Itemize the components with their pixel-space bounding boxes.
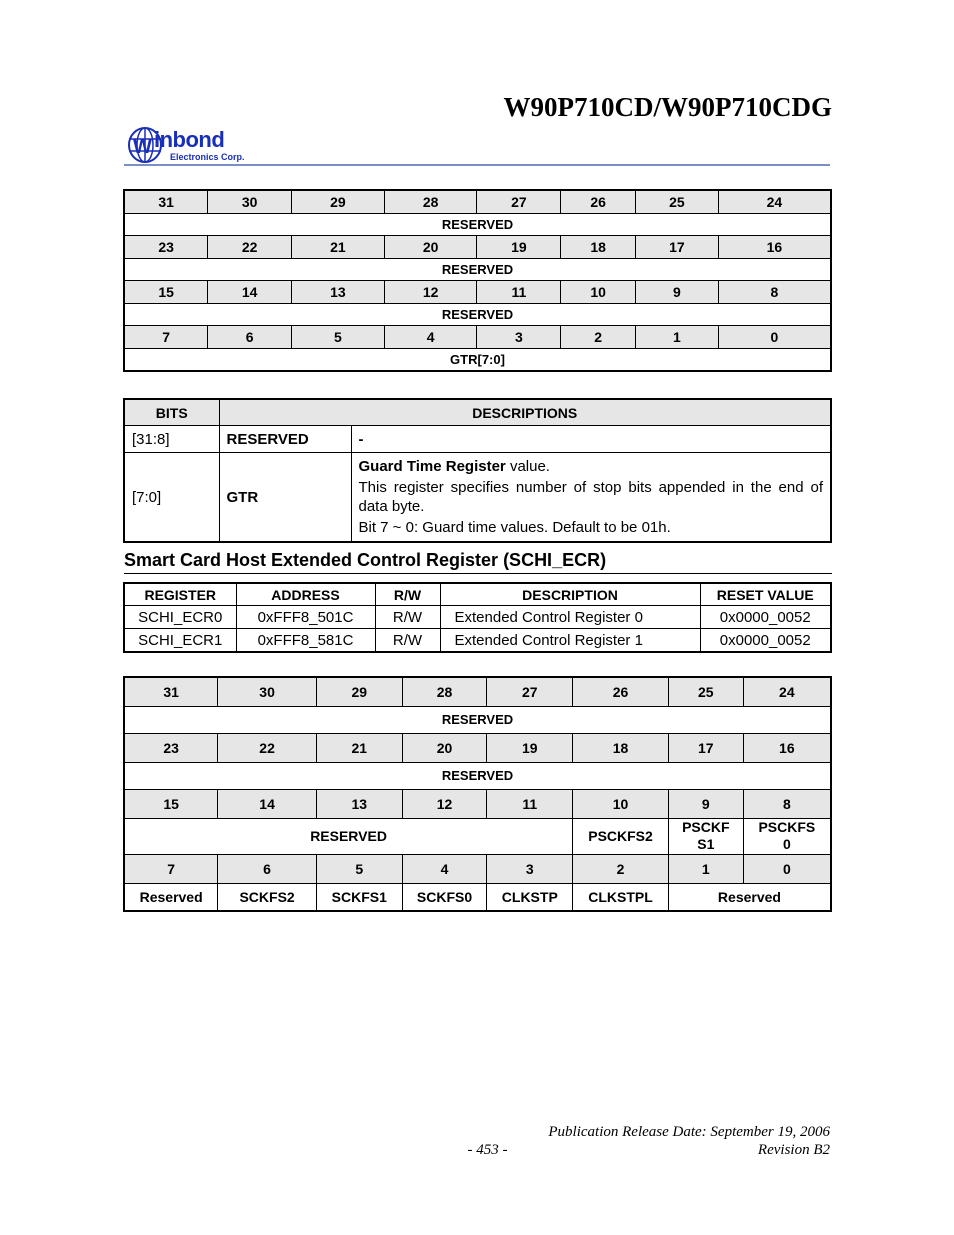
bit-field: CLKSTP <box>487 883 573 911</box>
register-reset-value: 0x0000_0052 <box>700 629 831 653</box>
bit-number: 22 <box>208 236 292 259</box>
bit-number: 6 <box>208 326 292 349</box>
bit-number: 11 <box>487 789 573 818</box>
bit-number: 3 <box>487 854 573 883</box>
register-description: Extended Control Register 0 <box>440 606 700 629</box>
bit-number: 27 <box>487 677 573 706</box>
bit-number: 31 <box>124 190 208 214</box>
bits-description-table <box>123 398 832 543</box>
bit-number: 24 <box>718 190 831 214</box>
header-divider <box>124 164 830 166</box>
bit-number: 18 <box>573 733 669 762</box>
bit-field <box>743 818 831 854</box>
column-header: DESCRIPTIONS <box>219 399 831 426</box>
bit-field-row <box>124 259 831 281</box>
description-line: This register specifies number of stop bits appended in the end of data byte. <box>358 479 823 515</box>
bit-number-row <box>124 789 831 818</box>
bit-number: 15 <box>124 789 218 818</box>
bit-field-row <box>124 304 831 326</box>
field-name: GTR <box>219 453 351 543</box>
bit-field: RESERVED <box>124 706 831 733</box>
column-header: DESCRIPTION <box>440 583 700 606</box>
bit-field: CLKSTPL <box>573 883 669 911</box>
bit-field: SCKFS1 <box>316 883 402 911</box>
register-bitmap-1 <box>123 189 832 372</box>
bit-number: 3 <box>477 326 561 349</box>
bit-number: 12 <box>402 789 487 818</box>
table-header-row <box>124 583 831 606</box>
bit-number-row <box>124 190 831 214</box>
bit-number: 2 <box>573 854 669 883</box>
bit-field-row <box>124 214 831 236</box>
table-row <box>124 606 831 629</box>
bits-range: [31:8] <box>124 426 219 453</box>
bit-number: 23 <box>124 236 208 259</box>
bit-number: 10 <box>573 789 669 818</box>
document-title: W90P710CD/W90P710CDG <box>503 92 832 122</box>
column-header: ADDRESS <box>236 583 375 606</box>
bit-number: 1 <box>636 326 719 349</box>
description-text: value. <box>505 458 550 475</box>
bit-number-row <box>124 733 831 762</box>
bit-number: 29 <box>292 190 385 214</box>
bit-number: 17 <box>668 733 743 762</box>
svg-text:W: W <box>133 136 152 158</box>
bit-number: 26 <box>561 190 636 214</box>
bit-field: RESERVED <box>124 304 831 326</box>
winbond-logo <box>128 126 253 166</box>
logo-wordmark: inbond <box>154 127 225 152</box>
bit-field-row <box>124 706 831 733</box>
bit-field <box>668 818 743 854</box>
bit-number: 0 <box>718 326 831 349</box>
bit-field-line: S1 <box>697 836 715 852</box>
bit-number: 7 <box>124 326 208 349</box>
bit-field-row <box>124 349 831 372</box>
bit-number: 23 <box>124 733 218 762</box>
bit-number: 17 <box>636 236 719 259</box>
bit-field: RESERVED <box>124 818 573 854</box>
publication-date: Publication Release Date: September 19, 2006 <box>548 1124 830 1140</box>
bit-field-row <box>124 818 831 854</box>
bit-number: 9 <box>668 789 743 818</box>
revision-label: Revision B2 <box>757 1142 830 1158</box>
bit-number: 21 <box>292 236 385 259</box>
bit-number: 19 <box>477 236 561 259</box>
bit-field: RESERVED <box>124 762 831 789</box>
bit-field-row <box>124 762 831 789</box>
bit-number: 30 <box>208 190 292 214</box>
bit-number: 12 <box>384 281 477 304</box>
bit-number: 11 <box>477 281 561 304</box>
bit-number: 30 <box>218 677 317 706</box>
bit-field: SCKFS2 <box>218 883 317 911</box>
register-name: SCHI_ECR1 <box>124 629 236 653</box>
bit-field: Reserved <box>668 883 831 911</box>
bit-number: 28 <box>402 677 487 706</box>
bit-number-row <box>124 236 831 259</box>
bit-number-row <box>124 677 831 706</box>
register-bitmap-2 <box>123 676 832 912</box>
field-description: - <box>351 426 831 453</box>
bit-number: 6 <box>218 854 317 883</box>
description-line: Bit 7 ~ 0: Guard time values. Default to be 01h. <box>358 519 671 536</box>
bit-number: 4 <box>384 326 477 349</box>
bit-number-row <box>124 281 831 304</box>
bit-number: 8 <box>718 281 831 304</box>
bit-number: 5 <box>292 326 385 349</box>
column-header: R/W <box>375 583 440 606</box>
register-rw: R/W <box>375 606 440 629</box>
bit-number: 25 <box>636 190 719 214</box>
bit-number: 10 <box>561 281 636 304</box>
bit-number: 1 <box>668 854 743 883</box>
field-description <box>351 453 831 543</box>
bit-number: 13 <box>316 789 402 818</box>
register-address: 0xFFF8_501C <box>236 606 375 629</box>
bit-number: 19 <box>487 733 573 762</box>
bit-number: 8 <box>743 789 831 818</box>
bit-number: 14 <box>218 789 317 818</box>
description-term: Guard Time Register <box>358 458 506 475</box>
bit-number-row <box>124 854 831 883</box>
bit-field: Reserved <box>124 883 218 911</box>
bit-field-row <box>124 883 831 911</box>
bits-range: [7:0] <box>124 453 219 543</box>
bit-number: 18 <box>561 236 636 259</box>
bit-number: 20 <box>402 733 487 762</box>
bit-number: 15 <box>124 281 208 304</box>
bit-number: 5 <box>316 854 402 883</box>
section-heading: Smart Card Host Extended Control Register (SCHI_ECR) <box>124 550 607 570</box>
bit-number: 22 <box>218 733 317 762</box>
bit-number: 2 <box>561 326 636 349</box>
bit-number-row <box>124 326 831 349</box>
bit-number: 24 <box>743 677 831 706</box>
field-name: RESERVED <box>219 426 351 453</box>
table-row <box>124 426 831 453</box>
bit-number: 14 <box>208 281 292 304</box>
section-divider <box>124 573 832 574</box>
bit-number: 20 <box>384 236 477 259</box>
bit-field: RESERVED <box>124 214 831 236</box>
register-reset-value: 0x0000_0052 <box>700 606 831 629</box>
bit-number: 9 <box>636 281 719 304</box>
bit-field: PSCKFS2 <box>573 818 669 854</box>
bit-number: 25 <box>668 677 743 706</box>
bit-number: 28 <box>384 190 477 214</box>
register-name: SCHI_ECR0 <box>124 606 236 629</box>
column-header: REGISTER <box>124 583 236 606</box>
bit-field: GTR[7:0] <box>124 349 831 372</box>
bit-number: 7 <box>124 854 218 883</box>
register-description: Extended Control Register 1 <box>440 629 700 653</box>
logo-subtitle: Electronics Corp. <box>170 152 245 162</box>
bit-number: 29 <box>316 677 402 706</box>
bit-number: 13 <box>292 281 385 304</box>
bit-field: SCKFS0 <box>402 883 487 911</box>
register-rw: R/W <box>375 629 440 653</box>
bit-number: 31 <box>124 677 218 706</box>
bit-number: 0 <box>743 854 831 883</box>
description-line <box>359 457 824 476</box>
bit-number: 26 <box>573 677 669 706</box>
table-header-row <box>124 399 831 426</box>
bit-number: 27 <box>477 190 561 214</box>
column-header: RESET VALUE <box>700 583 831 606</box>
bit-number: 4 <box>402 854 487 883</box>
bit-field-line: PSCKFS <box>758 819 816 835</box>
bit-number: 16 <box>718 236 831 259</box>
bit-number: 16 <box>743 733 831 762</box>
register-address-table <box>123 582 832 653</box>
bit-field: RESERVED <box>124 259 831 281</box>
table-row <box>124 629 831 653</box>
bit-field-line: PSCKF <box>682 819 730 835</box>
bit-number: 21 <box>316 733 402 762</box>
table-row <box>124 453 831 543</box>
page-number: - 453 - <box>467 1142 508 1158</box>
register-address: 0xFFF8_581C <box>236 629 375 653</box>
column-header: BITS <box>124 399 219 426</box>
bit-field-line: 0 <box>782 836 791 852</box>
